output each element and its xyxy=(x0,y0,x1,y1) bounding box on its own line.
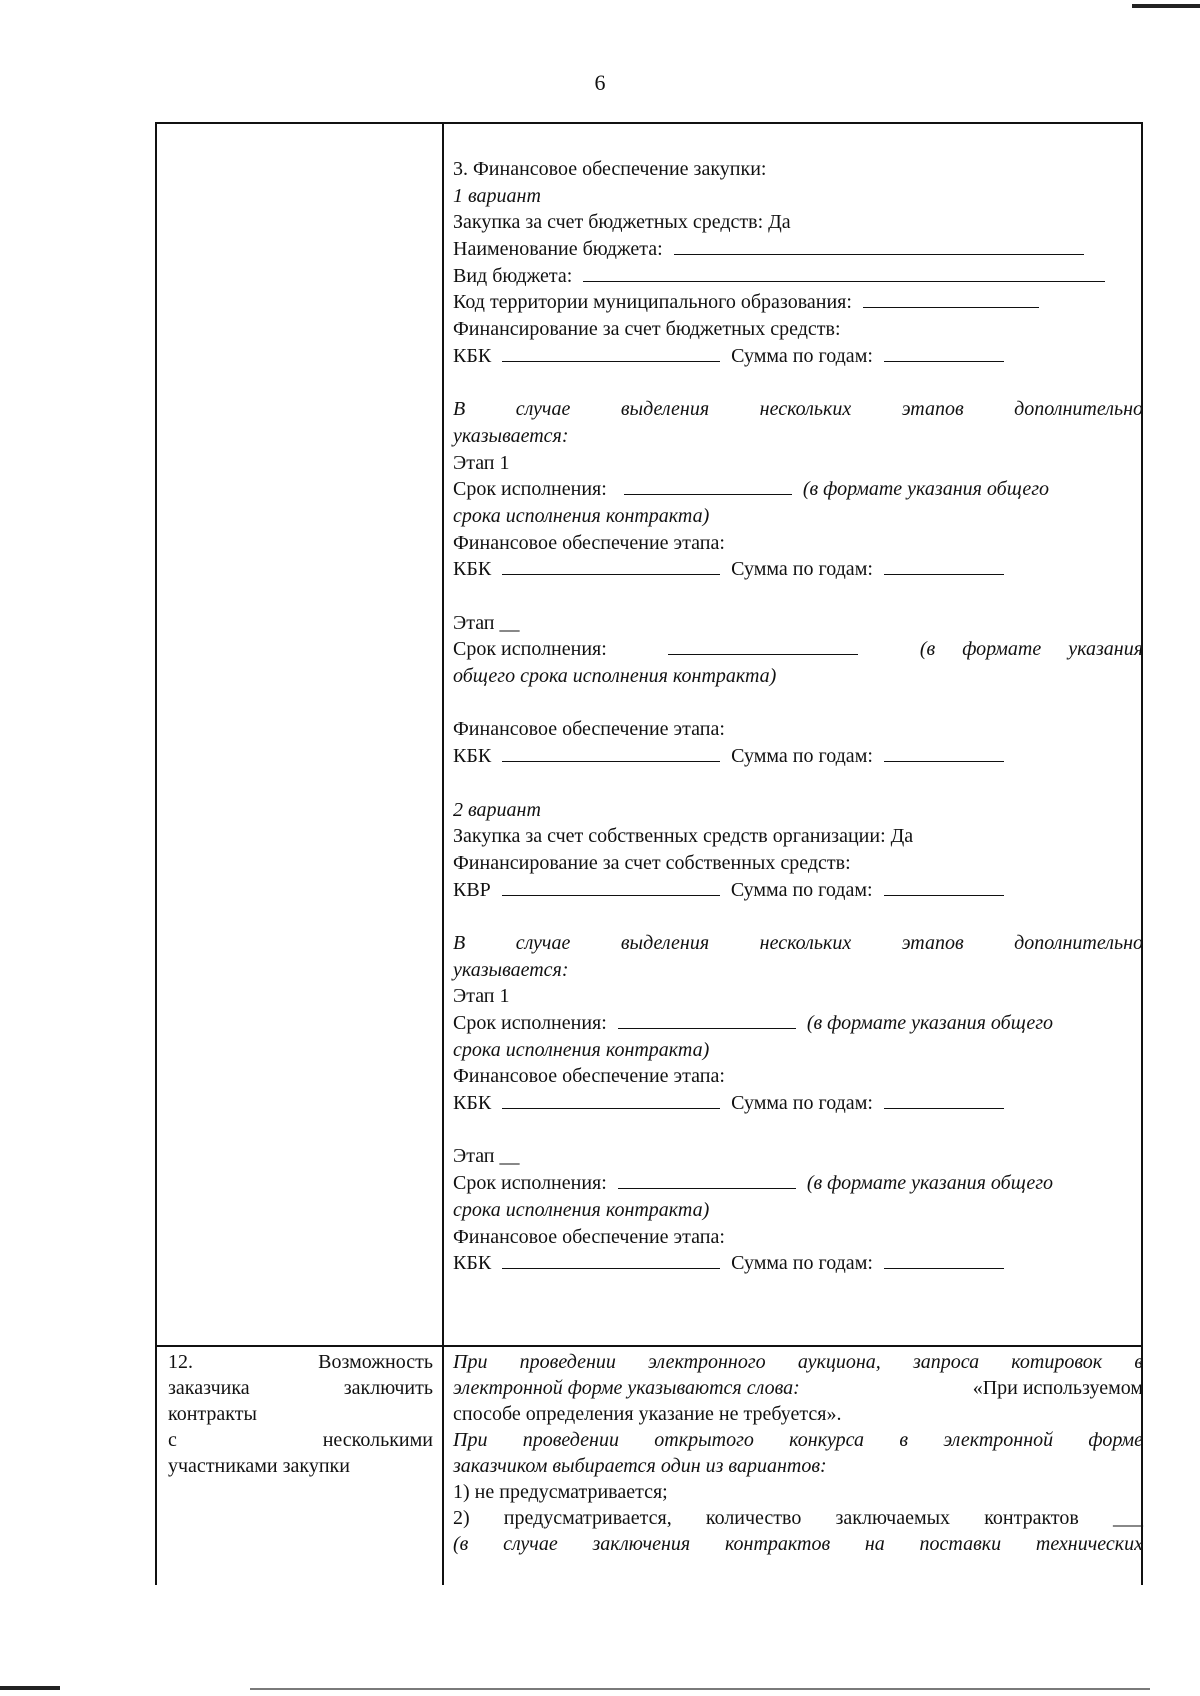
sum-by-years-field[interactable] xyxy=(884,1090,1004,1109)
term-field[interactable] xyxy=(618,1170,796,1189)
budget-name-label: Наименование бюджета: xyxy=(453,238,663,261)
kvr-field[interactable] xyxy=(502,877,720,896)
table-top-border xyxy=(155,122,1142,124)
stages-note-line-2: указывается: xyxy=(453,424,569,447)
budget-type-line xyxy=(453,263,1143,290)
variant-2-label: 2 вариант xyxy=(453,798,541,821)
term-label: Срок исполнения: xyxy=(453,1012,607,1034)
stage-kbk-line xyxy=(453,1090,1143,1117)
kbk-label: КБК xyxy=(453,1252,492,1275)
section-12-label-line: заказчика заключить xyxy=(168,1377,433,1399)
stage-term-line xyxy=(453,476,1143,503)
financing-section xyxy=(453,156,1143,1277)
budget-name-line xyxy=(453,236,1143,263)
term-note-continued: срока исполнения контракта) xyxy=(453,1198,710,1221)
kbk-field[interactable] xyxy=(502,556,720,575)
stage-kbk-line xyxy=(453,743,1143,770)
section-12-line: заказчиком выбирается один из вариантов: xyxy=(453,1455,827,1477)
budget-name-field[interactable] xyxy=(674,236,1084,255)
stage-n-term-line xyxy=(453,636,1143,663)
term-label: Срок исполнения: xyxy=(453,1172,607,1195)
budget-financing-line: Финансирование за счет бюджетных средств: xyxy=(453,318,841,341)
section-12-line xyxy=(453,1375,1143,1401)
stage-financing-line: Финансовое обеспечение этапа: xyxy=(453,718,725,741)
section-12-label-line: контракты xyxy=(168,1403,257,1425)
sum-by-years-field[interactable] xyxy=(884,1250,1004,1269)
kbk-field[interactable] xyxy=(502,743,720,762)
sum-by-years-field[interactable] xyxy=(884,877,1004,896)
stage-kbk-line xyxy=(453,1250,1143,1277)
term-label: Срок исполнения: xyxy=(453,478,607,501)
sum-by-years-field[interactable] xyxy=(884,743,1004,762)
territory-code-label: Код территории муниципального образования: xyxy=(453,291,852,314)
scan-mark-top-right xyxy=(1132,4,1200,8)
stage-n-label: Этап __ xyxy=(453,611,520,634)
financing-heading: 3. Финансовое обеспечение закупки: xyxy=(453,158,767,180)
section-12-label xyxy=(168,1349,433,1479)
kbk-label: КБК xyxy=(453,344,492,367)
sum-by-years-label: Сумма по годам: xyxy=(731,1252,873,1275)
section-12-line: При проведении открытого конкурса в электронной форме xyxy=(453,1429,1143,1451)
own-purchase-line: Закупка за счет собственных средств организации: Да xyxy=(453,825,914,848)
term-field[interactable] xyxy=(618,1010,796,1029)
section-12-line-part: электронной форме указываются слова: xyxy=(453,1377,800,1399)
variant-1-label: 1 вариант xyxy=(453,184,541,207)
kbk-field[interactable] xyxy=(502,343,720,362)
budget-type-field[interactable] xyxy=(583,263,1105,282)
kbk-field[interactable] xyxy=(502,1250,720,1269)
budget-type-label: Вид бюджета: xyxy=(453,264,573,287)
sum-by-years-label: Сумма по годам: xyxy=(731,745,873,768)
term-note-continued: срока исполнения контракта) xyxy=(453,1038,710,1061)
kbk-label: КБК xyxy=(453,558,492,581)
kbk-field[interactable] xyxy=(502,1090,720,1109)
stage-n-term-line xyxy=(453,1170,1143,1197)
section-12-line: При проведении электронного аукциона, запроса котировок в xyxy=(453,1351,1143,1373)
table-left-border xyxy=(155,122,157,1585)
sum-by-years-label: Сумма по годам: xyxy=(731,558,873,581)
section-12-line-part: «При используемом xyxy=(972,1377,1143,1399)
section-12-label-line: участниками закупки xyxy=(168,1455,350,1477)
scan-mark-bottom-right xyxy=(630,1688,1150,1690)
sum-by-years-label: Сумма по годам: xyxy=(730,878,873,901)
section-12-line: 2) предусматривается, количество заключаемых контрактов ___ xyxy=(453,1507,1143,1529)
scan-mark-bottom xyxy=(250,1688,630,1690)
term-field[interactable] xyxy=(668,636,858,655)
stage-kbk-line xyxy=(453,556,1143,583)
table-column-divider xyxy=(442,122,444,1585)
term-note-continued: общего срока исполнения контракта) xyxy=(453,665,777,688)
table-row-divider xyxy=(155,1345,1142,1347)
section-12-label-line: с несколькими xyxy=(168,1429,433,1451)
own-financing-line: Финансирование за счет собственных средств: xyxy=(453,851,851,874)
sum-by-years-label: Сумма по годам: xyxy=(731,1092,873,1115)
page-number: 6 xyxy=(594,70,606,95)
stages-note-line: В случае выделения нескольких этапов дополнительно xyxy=(453,398,1143,421)
stage-1-label: Этап 1 xyxy=(453,451,510,474)
term-field[interactable] xyxy=(624,476,792,495)
stage-1-label: Этап 1 xyxy=(453,985,510,1008)
term-note-continued: срока исполнения контракта) xyxy=(453,504,710,527)
section-12-line: 1) не предусматривается; xyxy=(453,1481,668,1503)
term-label: Срок исполнения: xyxy=(453,638,607,661)
sum-by-years-label: Сумма по годам: xyxy=(731,344,873,367)
stage-term-line xyxy=(453,1010,1143,1037)
stages-note-line-2: указывается: xyxy=(453,958,569,981)
term-note: (в формате указания общего xyxy=(802,478,1050,501)
territory-code-line xyxy=(453,289,1143,316)
section-12-label-line: 12. Возможность xyxy=(168,1351,433,1373)
stage-financing-line: Финансовое обеспечение этапа: xyxy=(453,531,725,554)
section-12-line: (в случае заключения контрактов на поставки технических xyxy=(453,1533,1143,1555)
stage-n-label: Этап __ xyxy=(453,1145,520,1168)
sum-by-years-field[interactable] xyxy=(884,343,1004,362)
budget-purchase-line: Закупка за счет бюджетных средств: Да xyxy=(453,211,791,234)
term-note: (в формате указания общего xyxy=(806,1172,1054,1195)
kvr-label: КВР xyxy=(453,878,491,901)
stage-financing-line: Финансовое обеспечение этапа: xyxy=(453,1065,725,1088)
section-12-content xyxy=(453,1349,1143,1557)
scan-mark-bottom-left xyxy=(0,1686,60,1690)
kvr-line xyxy=(453,877,1143,904)
section-12-line: способе определения указание не требуется». xyxy=(453,1403,842,1425)
territory-code-field[interactable] xyxy=(863,289,1039,308)
kbk-label: КБК xyxy=(453,745,492,768)
stages-note-line: В случае выделения нескольких этапов дополнительно xyxy=(453,931,1143,954)
kbk-label: КБК xyxy=(453,1092,492,1115)
stage-financing-line: Финансовое обеспечение этапа: xyxy=(453,1225,725,1248)
term-note: (в формате указания общего xyxy=(806,1012,1054,1034)
kbk-line xyxy=(453,343,1143,370)
term-note: (в формате указания xyxy=(919,638,1143,661)
sum-by-years-field[interactable] xyxy=(884,556,1004,575)
